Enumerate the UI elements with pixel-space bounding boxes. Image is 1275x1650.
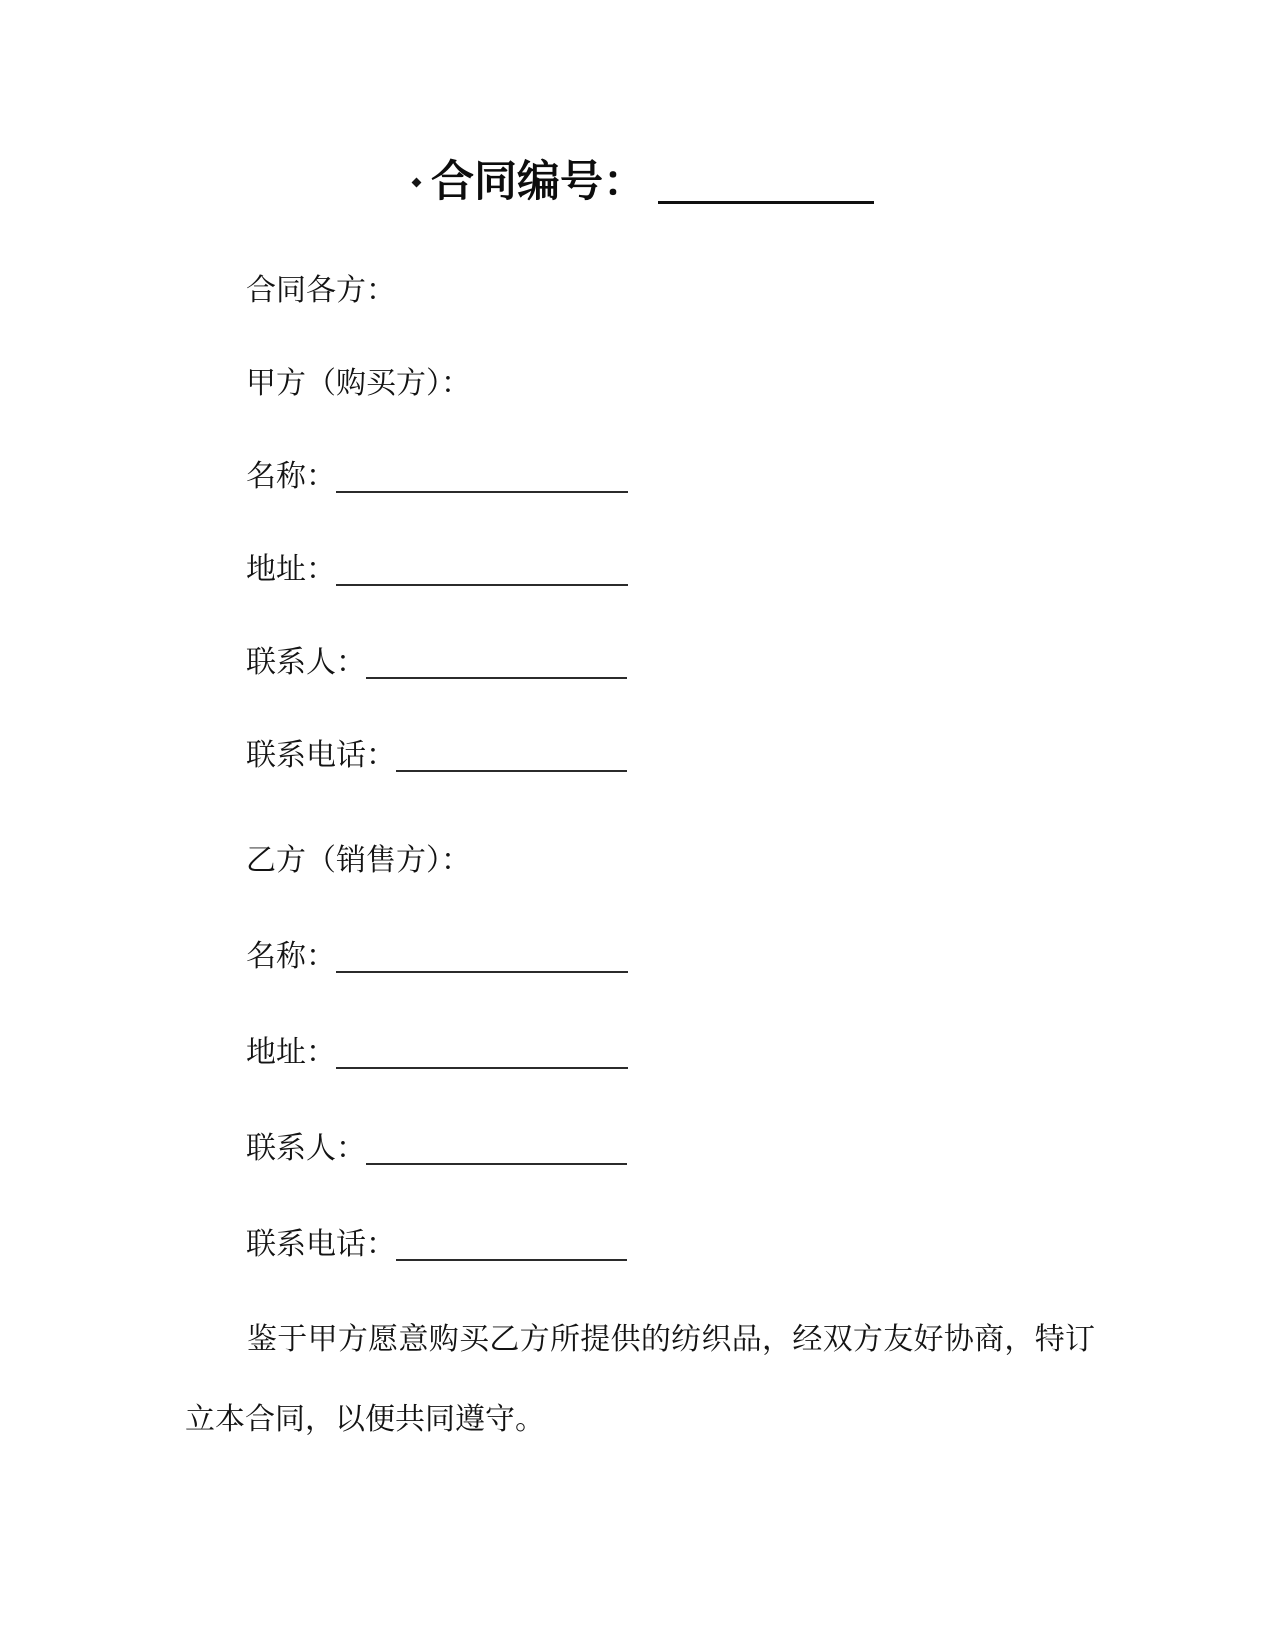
party-b-address-row (246, 1033, 628, 1073)
party-b-contact-blank (366, 1163, 627, 1165)
contract-parties-heading: 合同各方： (246, 274, 396, 307)
party-b-name-blank (336, 971, 628, 973)
contract-number-blank (658, 201, 874, 204)
party-a-phone-row (246, 736, 627, 776)
contract-number-title (431, 152, 874, 212)
party-a-name-blank (336, 491, 628, 493)
party-b-phone-row (246, 1225, 627, 1265)
contract-preamble-paragraph: 鉴于甲方愿意购买乙方所提供的纺织品，经双方友好协商，特订立本合同，以便共同遵守。 (185, 1323, 1095, 1436)
party-b-heading: 乙方（销售方）： (246, 844, 471, 877)
party-a-heading: 甲方（购买方）： (246, 367, 471, 400)
party-b-address-blank (336, 1067, 628, 1069)
party-a-contact-label: 联系人： (246, 646, 366, 679)
title-bullet-icon (412, 178, 422, 188)
party-a-address-blank (336, 584, 628, 586)
party-a-name-label: 名称： (246, 460, 336, 493)
party-a-phone-label: 联系电话： (246, 739, 396, 772)
party-b-phone-blank (396, 1259, 627, 1261)
party-b-contact-label: 联系人： (246, 1132, 366, 1165)
party-b-name-label: 名称： (246, 940, 336, 973)
party-b-name-row (246, 937, 628, 977)
party-a-address-row (246, 550, 628, 590)
party-b-address-label: 地址： (246, 1036, 336, 1069)
party-a-name-row (246, 457, 628, 497)
party-a-address-label: 地址： (246, 553, 336, 586)
party-a-phone-blank (396, 770, 627, 772)
contract-number-label: 合同编号： (431, 158, 646, 206)
party-a-contact-blank (366, 677, 627, 679)
party-b-contact-row (246, 1129, 627, 1169)
party-b-phone-label: 联系电话： (246, 1228, 396, 1261)
party-a-contact-row (246, 643, 627, 683)
